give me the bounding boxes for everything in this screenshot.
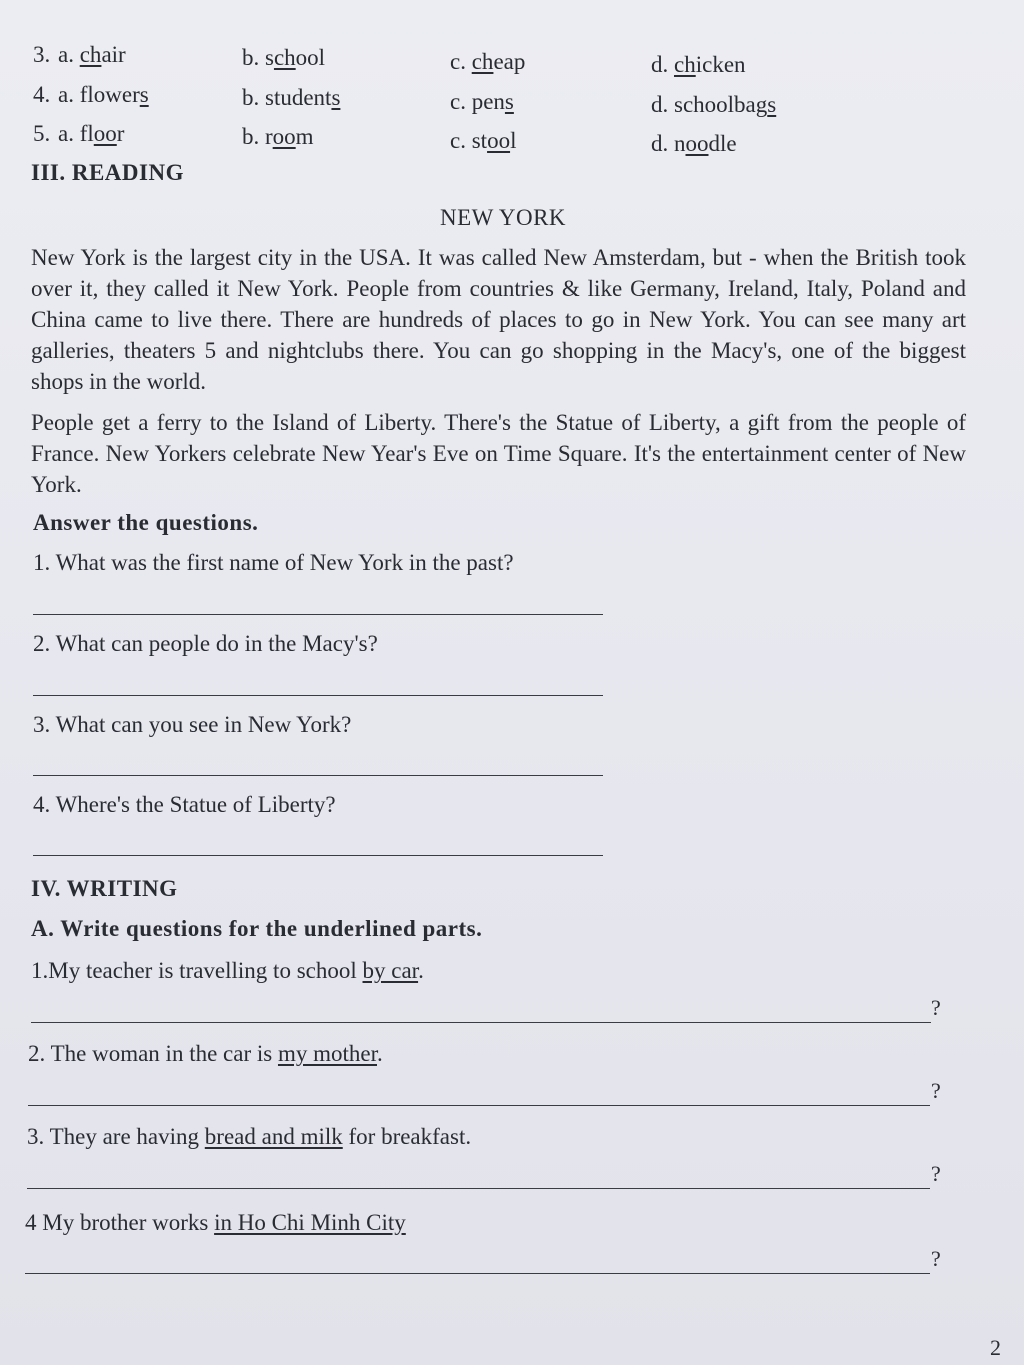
answer-line-2[interactable] [33,695,603,696]
option-a: a. flowers [58,82,149,107]
option-c: c. cheap [450,49,526,74]
option-b: b. school [242,45,326,70]
option-d: d. noodle [651,131,737,156]
writing-item-2: 2. The woman in the car is my mother. [28,1041,383,1066]
writing-item-4: 4 My brother works in Ho Chi Minh City [25,1210,406,1235]
item-number: 5. [33,121,51,146]
option-c: c. pens [450,89,514,114]
passage-paragraph-1: New York is the largest city in the USA. It was called New Amsterdam, but - when the British took over it, they called it New York. People from countries & like Germany, Ireland, Italy, Poland and China came to live there. There are hundreds of places to go in New York. You can see many art galleries, theaters 5 and nightclubs there. You can go shopping in the Macy's, one of the biggest shops in the world. [31,245,966,394]
option-c: c. stool [450,128,517,153]
question-mark: ? [931,995,941,1020]
answer-line-3[interactable] [33,775,603,776]
option-a: a. chair [58,42,126,67]
option-d: d. chicken [651,52,746,77]
reading-instruction: Answer the questions. [33,510,259,535]
question-mark: ? [931,1161,941,1186]
option-b: b. students [242,85,341,110]
question-mark: ? [931,1078,941,1103]
writing-heading: IV. WRITING [31,876,178,901]
reading-heading: III. READING [31,160,184,185]
writing-answer-line-1[interactable] [31,1022,931,1023]
option-d: d. schoolbags [651,92,777,117]
writing-item-3: 3. They are having bread and milk for breakfast. [27,1124,472,1149]
reading-question-4: 4. Where's the Statue of Liberty? [33,792,336,817]
option-a: a. floor [58,121,125,146]
answer-line-1[interactable] [33,614,603,615]
passage-paragraph-2: People get a ferry to the Island of Liberty. There's the Statue of Liberty, a gift from the people of France. New Yorkers celebrate New Year's Eve on Time Square. It's the entertainment center of New York. [31,410,966,497]
question-mark: ? [931,1246,941,1271]
item-number: 3. [33,42,51,67]
page-number: 2 [990,1335,1001,1360]
writing-instruction: A. Write questions for the underlined parts. [31,916,483,941]
writing-item-1: 1.My teacher is travelling to school by car. [31,958,424,983]
passage-title: NEW YORK [440,205,567,230]
option-b: b. room [242,124,314,149]
reading-question-1: 1. What was the first name of New York in the past? [33,550,514,575]
item-number: 4. [33,82,51,107]
writing-answer-line-3[interactable] [27,1188,930,1189]
reading-question-2: 2. What can people do in the Macy's? [33,631,378,656]
writing-answer-line-4[interactable] [25,1273,930,1274]
answer-line-4[interactable] [33,855,603,856]
reading-question-3: 3. What can you see in New York? [33,712,352,737]
writing-answer-line-2[interactable] [28,1105,930,1106]
